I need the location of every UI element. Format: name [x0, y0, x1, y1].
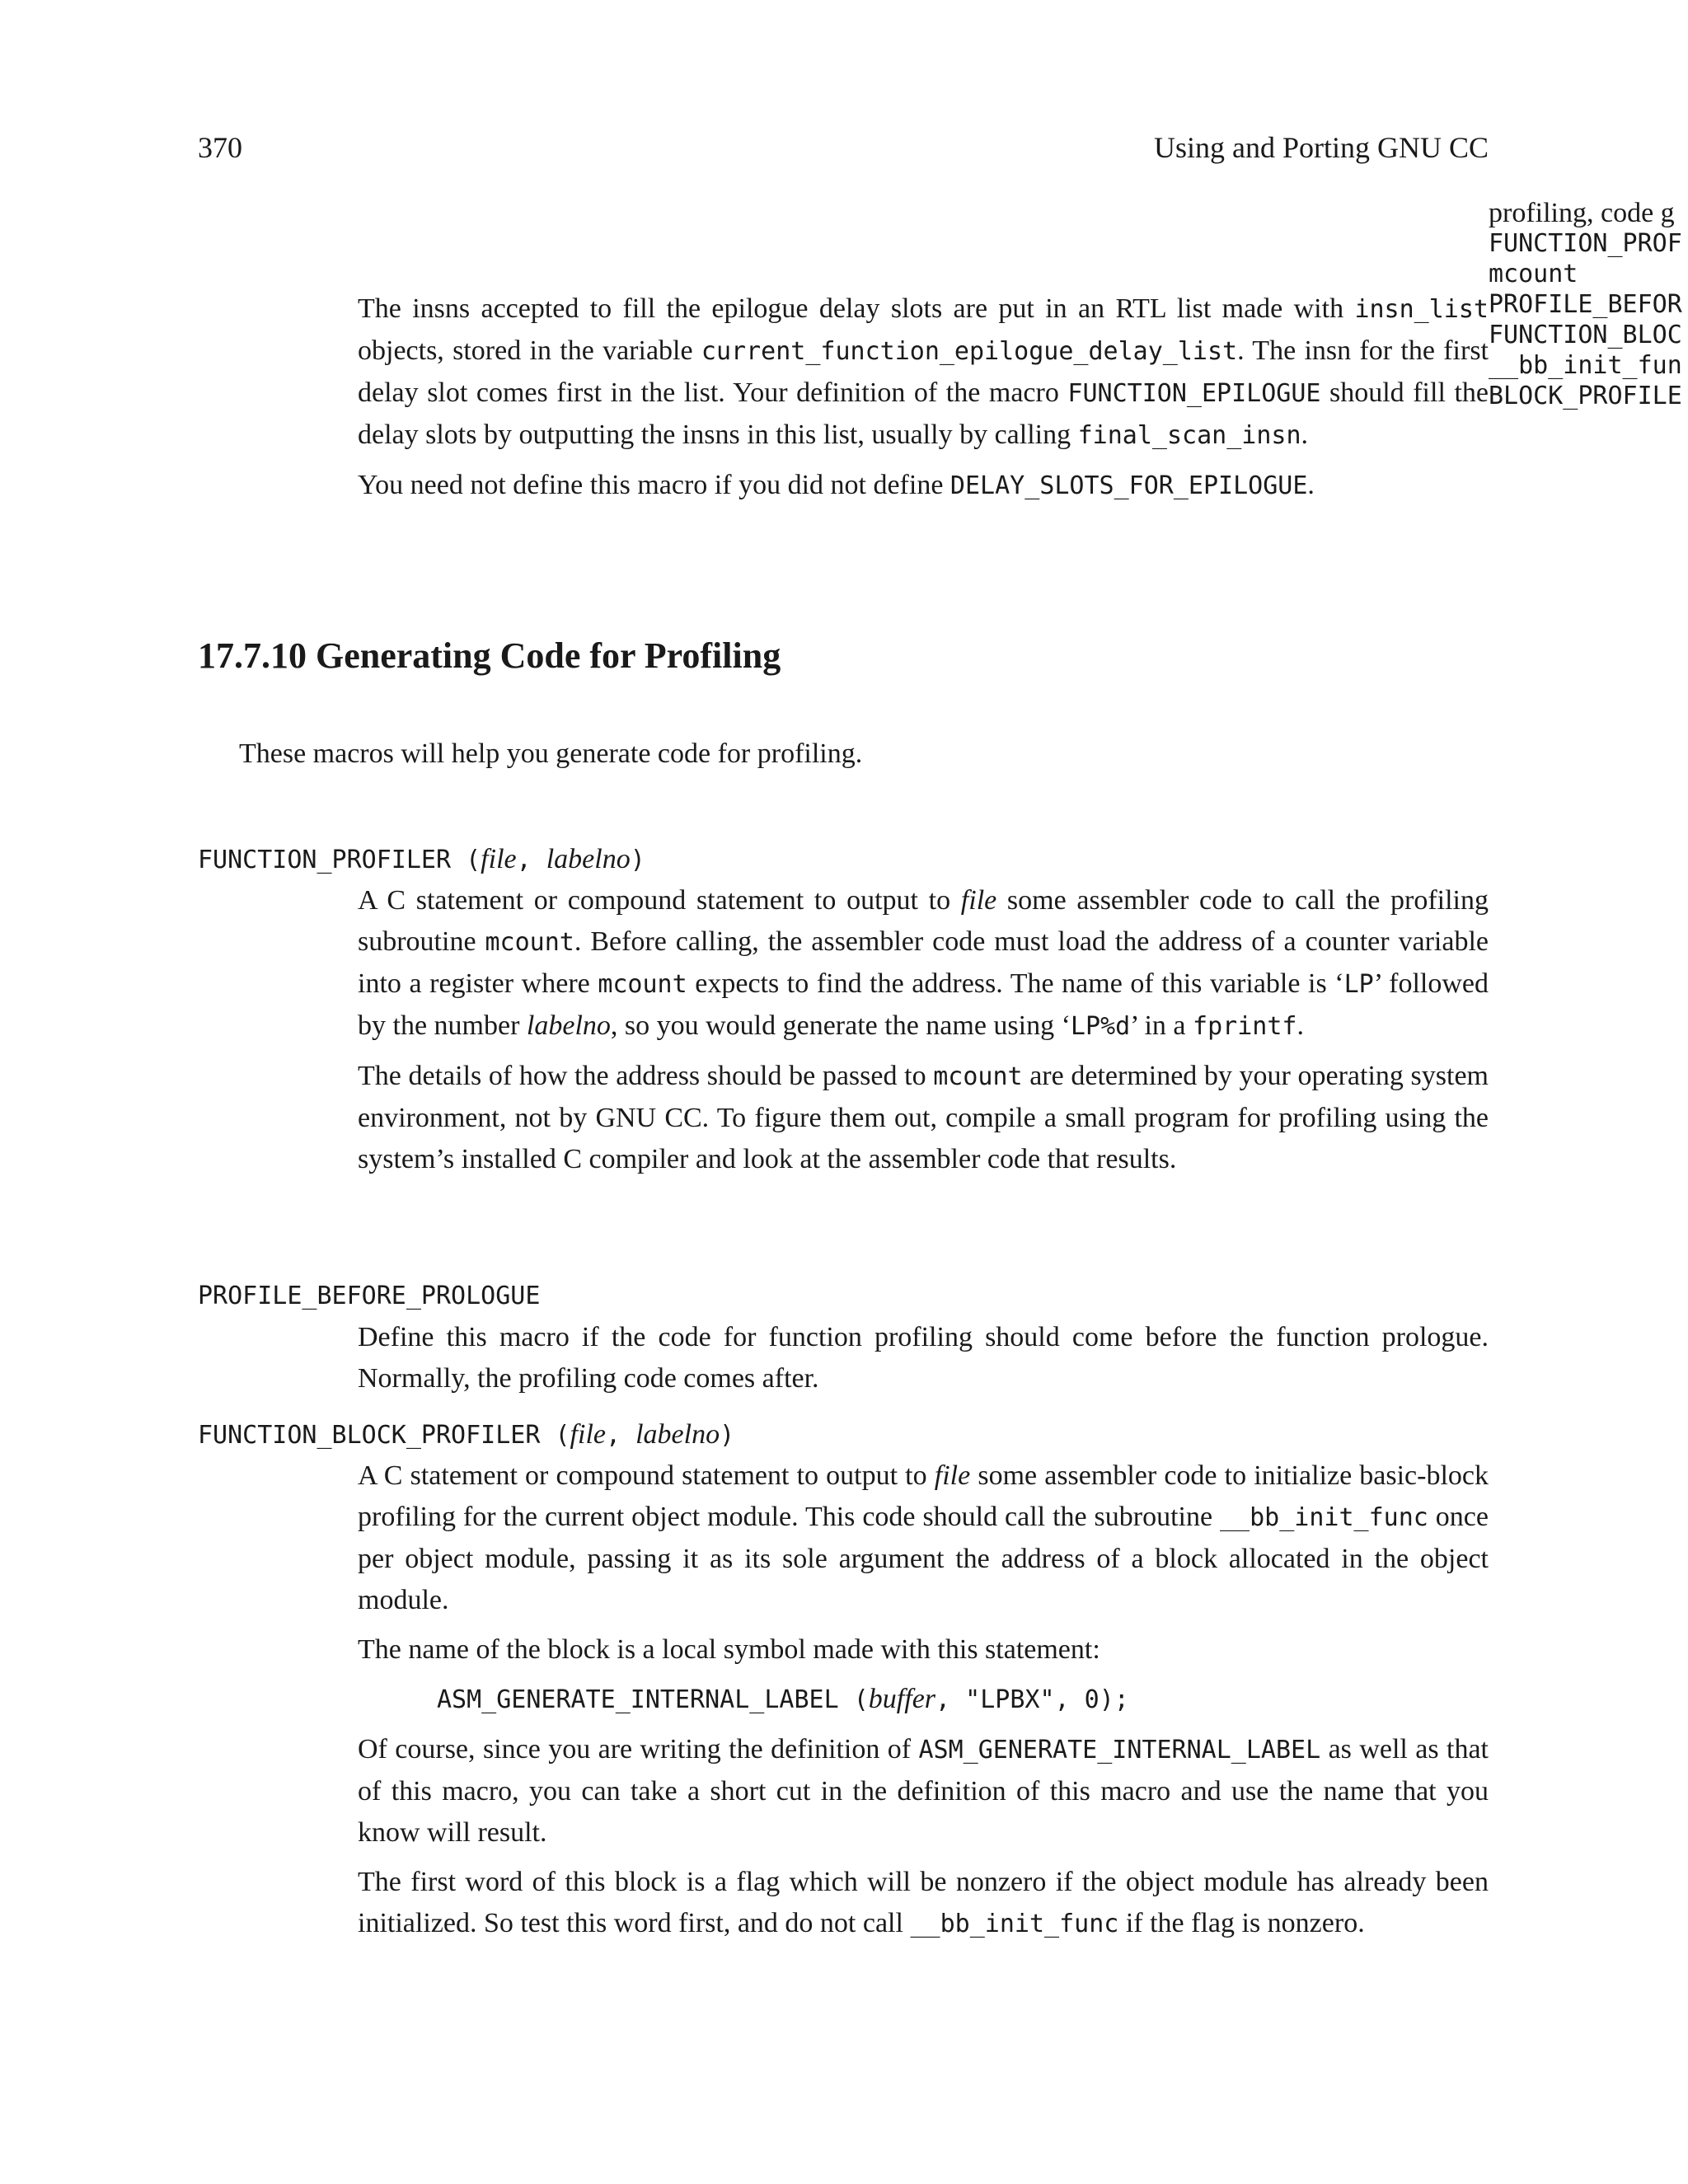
text: , so you would generate the name using ‘ [610, 1010, 1071, 1041]
section-heading: 17.7.10 Generating Code for Profiling [198, 635, 781, 676]
punctuation: , [516, 846, 546, 874]
definition-body-function-block-profiler [358, 1455, 1489, 1953]
text: once per object module, passing it as its sole argument the address of a block allocated in the object module. [358, 1502, 1489, 1615]
code-identifier: ASM_GENERATE_INTERNAL_LABEL [918, 1736, 1321, 1765]
paragraph [358, 1056, 1489, 1180]
code-example [437, 1679, 1489, 1721]
argument: labelno [546, 844, 631, 874]
definition-body-function-profiler [358, 880, 1489, 1188]
margin-index-entry: __bb_init_fun [1489, 351, 1682, 380]
text: as well as that of this macro, you can take a short cut in the definition of this macro and use the name that you know will result. [358, 1734, 1489, 1848]
paragraph: The name of the block is a local symbol made with this statement: [358, 1634, 1100, 1665]
margin-index-entry: PROFILE_BEFOR [1489, 290, 1682, 319]
definition-term-profile-before-prologue [198, 1276, 540, 1317]
definition-term-function-profiler [198, 839, 645, 881]
punctuation: ) [630, 846, 645, 874]
code-identifier: FUNCTION_EPILOGUE [1067, 379, 1321, 408]
paragraph [358, 1729, 1489, 1854]
argument: file [570, 1419, 606, 1450]
code-identifier: final_scan_insn [1077, 421, 1301, 450]
text: . The insn for the first delay slot comes first in the list. Your definition of the macro [358, 335, 1489, 408]
argument: labelno [635, 1419, 720, 1450]
macro-name: PROFILE_BEFORE_PROLOGUE [198, 1282, 541, 1310]
code-identifier: current_function_epilogue_delay_list [701, 337, 1238, 366]
margin-index-entry: BLOCK_PROFILE [1489, 382, 1682, 410]
text: A C statement or compound statement to output to [358, 1460, 935, 1491]
text: . [1301, 419, 1309, 450]
page-header [198, 130, 1489, 170]
argument: file [934, 1460, 971, 1491]
text: some assembler code to initialize basic-block profiling for the current object module. This code should call the subroutine [358, 1460, 1489, 1532]
text: The insns accepted to fill the epilogue delay slots are put in an RTL list made with [358, 293, 1344, 324]
running-title: Using and Porting GNU CC [1153, 131, 1489, 164]
argument: buffer [868, 1684, 936, 1714]
margin-index [1489, 198, 1688, 411]
definition-body-profile-before-prologue [358, 1317, 1489, 1408]
text: . [1307, 470, 1315, 500]
paragraph: Define this macro if the code for function profiling should come before the function prologue. Normally, the profiling code comes after. [358, 1322, 1489, 1394]
code-identifier: mcount [598, 970, 687, 999]
text: The first word of this block is a flag which will be nonzero if the object module has already been initialized. So test this word first, and do not call [358, 1867, 1489, 1938]
text: if the flag is nonzero. [1118, 1908, 1365, 1938]
text: . Before calling, the assembler code must load the address of a counter variable into a register where [358, 926, 1489, 999]
punctuation: ( [540, 1421, 570, 1450]
paragraph [358, 1862, 1489, 1945]
argument: file [481, 844, 517, 874]
page-number: 370 [198, 131, 242, 164]
code-text: , "LPBX", 0); [935, 1685, 1129, 1714]
margin-index-entry: FUNCTION_PROF [1489, 229, 1682, 258]
code-identifier: DELAY_SLOTS_FOR_EPILOGUE [950, 471, 1308, 500]
margin-index-entry: profiling, code g [1489, 198, 1675, 228]
text: should fill the delay slots by outputting the insns in this list, usually by calling [358, 377, 1489, 450]
text: The details of how the address should be passed to [358, 1061, 934, 1091]
text: Of course, since you are writing the definition of [358, 1734, 919, 1765]
code-identifier: insn_list [1354, 295, 1489, 324]
paragraph [358, 1455, 1489, 1621]
paragraph [358, 880, 1489, 1047]
code-identifier: mcount [485, 928, 574, 957]
definition-term-function-block-profiler [198, 1414, 734, 1456]
punctuation: ( [451, 846, 481, 874]
text: . [1296, 1010, 1304, 1041]
margin-index-entry: mcount [1489, 260, 1578, 288]
code-identifier: fprintf [1193, 1012, 1297, 1041]
text: ’ followed by the number [358, 968, 1489, 1041]
epilogue-description [358, 288, 1489, 515]
code-text: ASM_GENERATE_INTERNAL_LABEL ( [437, 1685, 869, 1714]
punctuation: , [605, 1421, 636, 1450]
text: A C statement or compound statement to output to [358, 885, 961, 916]
macro-name: FUNCTION_BLOCK_PROFILER [198, 1421, 541, 1450]
code-identifier: __bb_init_func [1220, 1503, 1428, 1532]
text: ’ in a [1130, 1010, 1193, 1041]
argument: file [960, 885, 997, 916]
paragraph [358, 465, 1489, 507]
code-identifier: LP%d [1070, 1012, 1131, 1041]
margin-index-entry: FUNCTION_BLOC [1489, 321, 1682, 349]
paragraph [358, 288, 1489, 457]
code-identifier: LP [1343, 970, 1374, 999]
section-intro: These macros will help you generate code for profiling. [239, 738, 863, 769]
argument: labelno [526, 1010, 611, 1041]
text: are determined by your operating system environment, not by GNU CC. To figure them out, compile a small program for profiling using the system’s installed C compiler and look at the assembler code that results. [358, 1061, 1489, 1174]
text: expects to find the address. The name of this variable is ‘ [687, 968, 1344, 999]
code-identifier: mcount [933, 1062, 1023, 1091]
text: objects, stored in the variable [358, 335, 701, 366]
text: some assembler code to call the profiling subroutine [358, 885, 1489, 957]
punctuation: ) [720, 1421, 735, 1450]
macro-name: FUNCTION_PROFILER [198, 846, 452, 874]
code-identifier: __bb_init_func [910, 1910, 1119, 1938]
text: You need not define this macro if you did not define [358, 470, 950, 500]
